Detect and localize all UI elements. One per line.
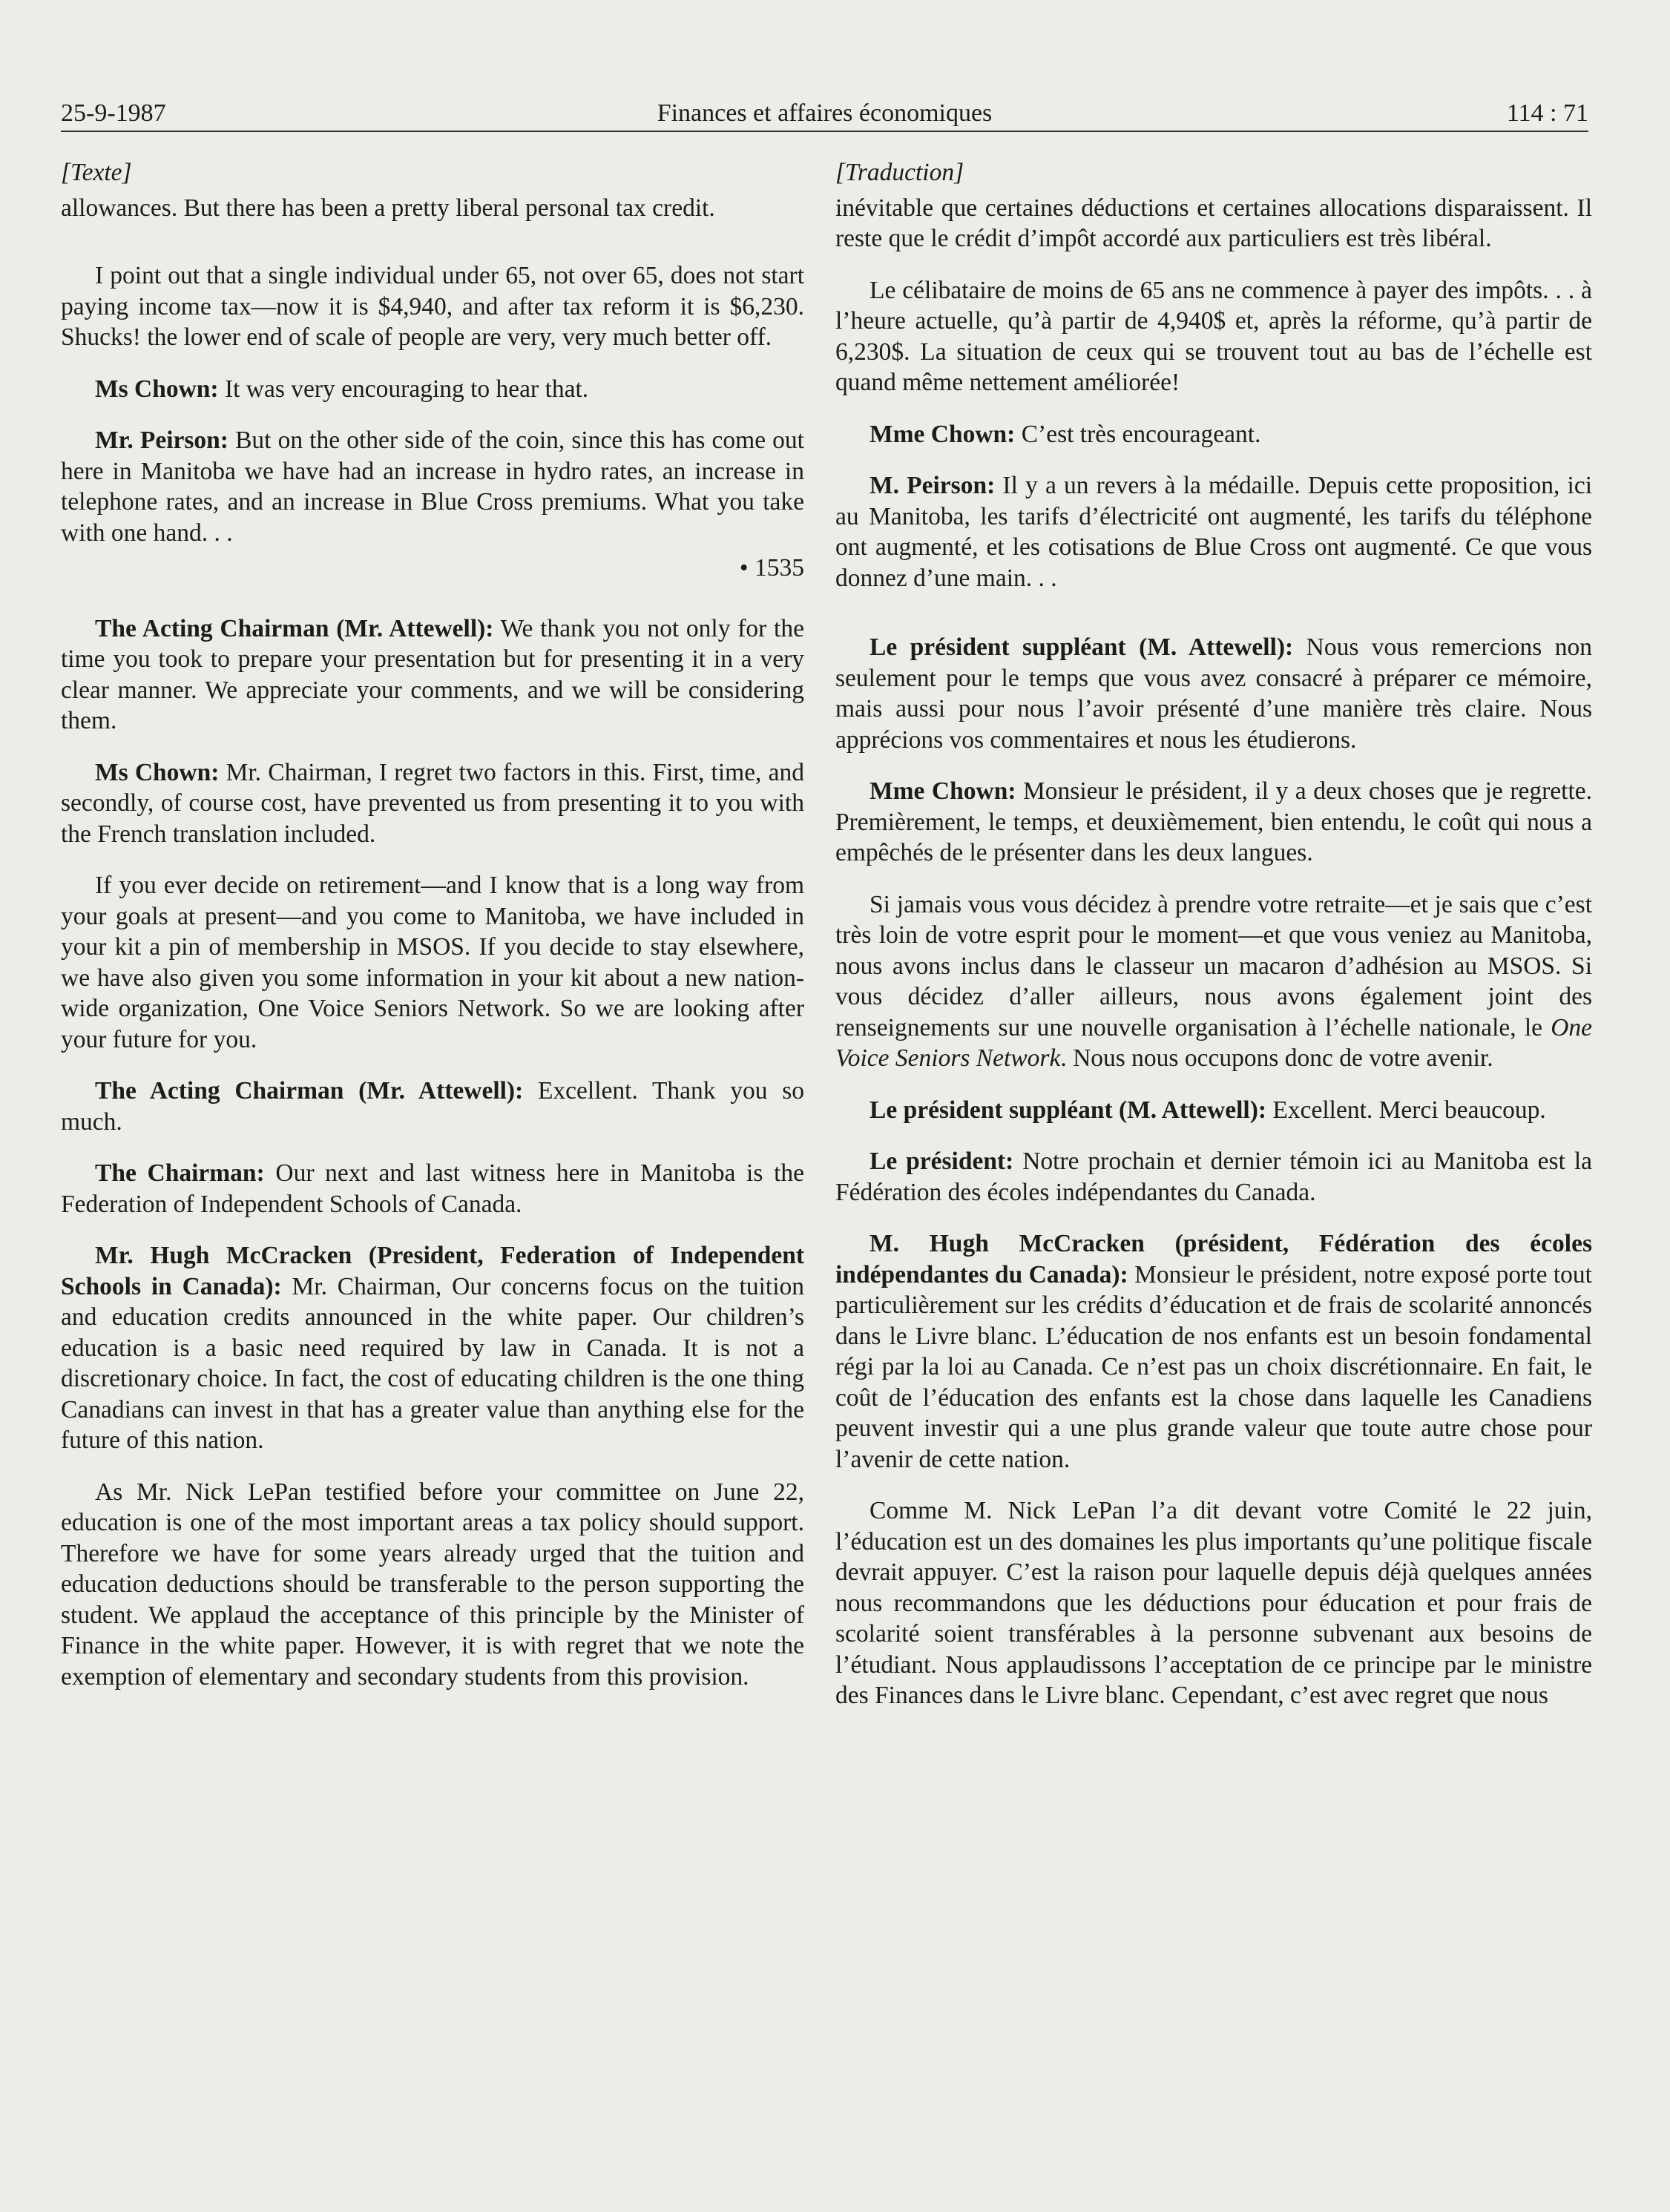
speech-text: Monsieur le président, il y a deux choses que je regrette. Premièrement, le temps, et deuxièmement, bien entendu, le coût qui nous a empêchés de le présenter dans les deux langues.	[835, 777, 1592, 866]
speech-paragraph	[61, 1158, 804, 1219]
paragraph: allowances. But there has been a pretty liberal personal tax credit.	[61, 194, 715, 222]
speaker-name: The Chairman:	[95, 1159, 265, 1187]
organization-name: One Voice Seniors Network	[835, 1013, 1592, 1072]
speech-text: Excellent. Thank you so much.	[61, 1077, 804, 1136]
timestamp: • 1535	[739, 554, 804, 582]
speech-paragraph	[61, 374, 804, 405]
paragraph: I point out that a single individual under 65, not over 65, does not start paying income tax—now it is $4,940, and after tax reform it is $6,230. Shucks! the lower end of scale of people are very, very much better off.	[61, 262, 804, 351]
speech-text: We thank you not only for the time you took to prepare your presentation but for presenting it in a very clear manner. We appreciate your comments, and we will be considering them.	[61, 614, 804, 734]
paragraph: Le célibataire de moins de 65 ans ne commence à payer des impôts. . . à l’heure actuelle, qu’à partir de 4,940$ et, après la réforme, qu’à partir de 6,230$. La situation de ceux qui se trouvent tout au bas de l’échelle est quand même nettement améliorée!	[835, 276, 1592, 396]
speaker-name: M. Peirson:	[869, 472, 996, 499]
speech-text: C’est très encourageant.	[1015, 420, 1261, 448]
speech-text: Excellent. Merci beaucoup.	[1266, 1096, 1546, 1124]
speaker-name: Ms Chown:	[95, 758, 220, 786]
speech-paragraph	[835, 1095, 1592, 1126]
speech-paragraph	[835, 419, 1592, 450]
english-column	[61, 157, 804, 1713]
speaker-name: Le président:	[869, 1148, 1014, 1175]
speech-text: Monsieur le président, notre exposé porte tout particulièrement sur les crédits d’éducation et de frais de scolarité annoncés dans le Livre blanc. L’éducation de nos enfants est un besoin fondamental régi par la loi au Canada. Ce n’est pas un choix discrétionnaire. En fait, le coût de l’éducation des enfants est la chose dans laquelle les Canadiens peuvent investir qui a une plus grande valeur que toute autre chose pour l’avenir de cette nation.	[835, 1260, 1592, 1473]
spacer	[835, 614, 1592, 632]
speech-paragraph	[61, 1076, 804, 1137]
speech-text: Our next and last witness here in Manitoba is the Federation of Independent Schools of Canada.	[61, 1159, 804, 1218]
column-label: [Texte]	[61, 159, 132, 186]
speaker-name: Le président suppléant (M. Attewell):	[869, 633, 1294, 661]
speech-paragraph	[61, 757, 804, 850]
speech-paragraph	[835, 632, 1592, 755]
speaker-name: M. Hugh McCracken (président, Fédération des écoles indépendantes du Canada):	[835, 1230, 1592, 1288]
speech-text: Mr. Chairman, Our concerns focus on the tuition and education credits announced in the white paper. Our children’s education is a basic need required by law in Canada. It is not a discretionary choice. In fact, the cost of educating children is the one thing Canadians can invest in that has a greater value than anything else for the future of this nation.	[61, 1272, 805, 1454]
header-page-number: 114 : 71	[1506, 99, 1588, 127]
speaker-name: Ms Chown:	[95, 375, 219, 403]
speaker-name: Mme Chown:	[869, 420, 1016, 448]
speech-paragraph	[61, 425, 804, 548]
speech-paragraph	[61, 1240, 804, 1456]
header-date: 25-9-1987	[61, 99, 166, 127]
speech-paragraph	[835, 1146, 1592, 1208]
speaker-name: Mr. Peirson:	[95, 427, 229, 454]
speech-paragraph	[61, 613, 804, 737]
speech-text: Nous vous remercions non seulement pour le temps que vous avez consacré à préparer ce mémoire, mais aussi pour nous l’avoir présenté d’une manière très claire. Nous apprécions vos commentaires et nous les étudierons.	[835, 633, 1592, 754]
paragraph-text: . Nous nous occupons donc de votre avenir.	[1060, 1044, 1493, 1072]
speaker-name: Le président suppléant (M. Attewell):	[869, 1096, 1267, 1124]
speaker-name: Mme Chown:	[869, 777, 1016, 805]
speaker-name: The Acting Chairman (Mr. Attewell):	[95, 1077, 524, 1105]
speech-text: Notre prochain et dernier témoin ici au Manitoba est la Fédération des écoles indépendantes du Canada.	[835, 1148, 1592, 1206]
speech-paragraph	[835, 776, 1592, 869]
header-title: Finances et affaires économiques	[657, 99, 993, 127]
paragraph: If you ever decide on retirement—and I know that is a long way from your goals at present—and you come to Manitoba, we have included in your kit a pin of membership in MSOS. If you decide to stay elsewhere, we have also given you some information in your kit about a new nation-wide organization, One Voice Seniors Network. So we are looking after your future for you.	[61, 872, 804, 1053]
paragraph	[835, 889, 1592, 1074]
speech-paragraph	[835, 470, 1592, 593]
page-header	[61, 96, 1588, 132]
column-label: [Traduction]	[835, 159, 964, 186]
speech-text: Mr. Chairman, I regret two factors in this. First, time, and secondly, of course cost, have prevented us from presenting it to you with the French translation included.	[61, 758, 804, 848]
french-column	[835, 157, 1592, 1732]
speech-text: It was very encouraging to hear that.	[218, 375, 589, 403]
speaker-name: Mr. Hugh McCracken (President, Federation of Independent Schools in Canada):	[61, 1242, 804, 1300]
speech-text: Il y a un revers à la médaille. Depuis cette proposition, ici au Manitoba, les tarifs d’électricité ont augmenté, les tarifs du téléphone ont augmenté, et les cotisations de Blue Cross ont augmenté. Ce que vous donnez d’une main. . .	[835, 472, 1593, 592]
paragraph: inévitable que certaines déductions et certaines allocations disparaissent. Il reste que le crédit d’impôt accordé aux particuliers est très libéral.	[835, 194, 1592, 252]
paragraph-text: Si jamais vous vous décidez à prendre votre retraite—et je sais que c’est très loin de votre esprit pour le moment—et que vous veniez au Manitoba, nous avons inclus dans le classeur un macaron d’adhésion au MSOS. Si vous décidez d’aller ailleurs, nous avons également joint des renseignements sur une nouvelle organisation à l’échelle nationale, le	[835, 890, 1592, 1041]
speaker-name: The Acting Chairman (Mr. Attewell):	[95, 614, 494, 642]
speech-text: But on the other side of the coin, since this has come out here in Manitoba we have had an increase in hydro rates, an increase in telephone rates, and an increase in Blue Cross premiums. What you take with one hand. . .	[61, 427, 804, 547]
paragraph: As Mr. Nick LePan testified before your committee on June 22, education is one of the most important areas a tax policy should support. Therefore we have for some years already urged that the tuition and education deductions should be transferable to the person supporting the student. We applaud the acceptance of this principle by the Minister of Finance in the white paper. However, it is with regret that we note the exemption of elementary and secondary students from this provision.	[61, 1478, 804, 1691]
paragraph: Comme M. Nick LePan l’a dit devant votre Comité le 22 juin, l’éducation est un des domaines les plus importants qu’une politique fiscale devrait appuyer. C’est la raison pour laquelle depuis déjà quelques années nous recommandons que les déductions pour éducation et pour frais de scolarité soient transférables à la personne subvenant aux besoins de l’étudiant. Nous applaudissons l’acceptation de ce principe par le ministre des Finances dans le Livre blanc. Cependant, c’est avec regret que nous	[835, 1497, 1592, 1709]
speech-paragraph	[835, 1228, 1592, 1475]
